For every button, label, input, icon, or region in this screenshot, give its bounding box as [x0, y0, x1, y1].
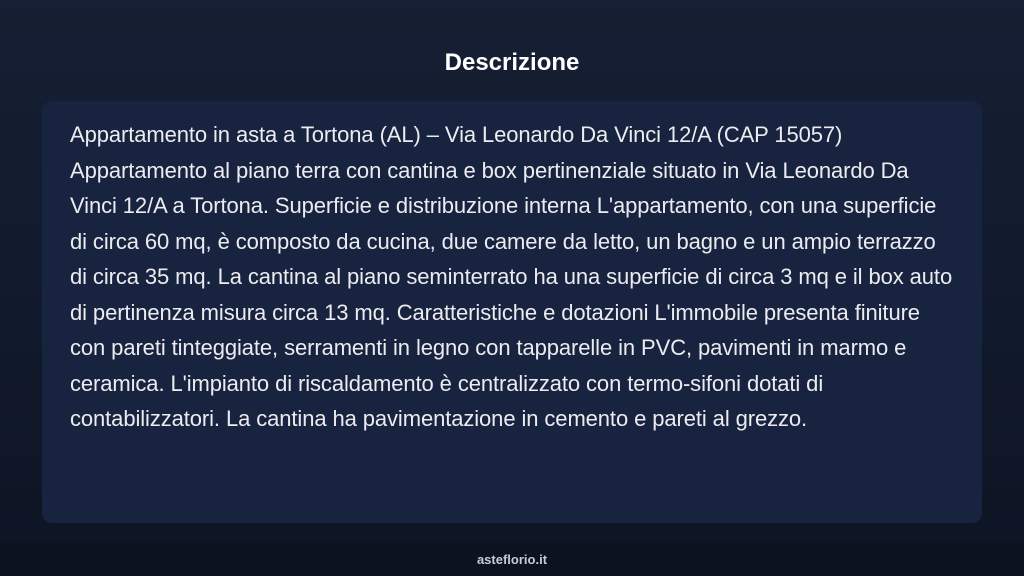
description-card: [42, 101, 982, 523]
page-title: Descrizione: [444, 49, 580, 76]
description-text: Appartamento in asta a Tortona (AL) – Via Leonardo Da Vinci 12/A (CAP 15057) Appartamento al piano terra con cantina e box pertinenziale situato in Via Leonardo Da Vinci 12/A a Tortona. Superficie e distribuzione interna L'appartamento, con una superficie di circa 60 mq, è composto da cucina, due camere da letto, un bagno e un ampio terrazzo di circa 35 mq. La cantina al piano seminterrato ha una superficie di circa 3 mq e il box auto di pertinenza misura circa 13 mq. Caratteristiche e dotazioni L'immobile presenta finiture con pareti tinteggiate, serramenti in legno con tapparelle in PVC, pavimenti in marmo e ceramica. L'impianto di riscaldamento è centralizzato con termo-sifoni dotati di contabilizzatori. La cantina ha pavimentazione in cemento e pareti al grezzo.: [70, 122, 953, 431]
footer-site-label: asteflorio.it: [0, 543, 1024, 576]
